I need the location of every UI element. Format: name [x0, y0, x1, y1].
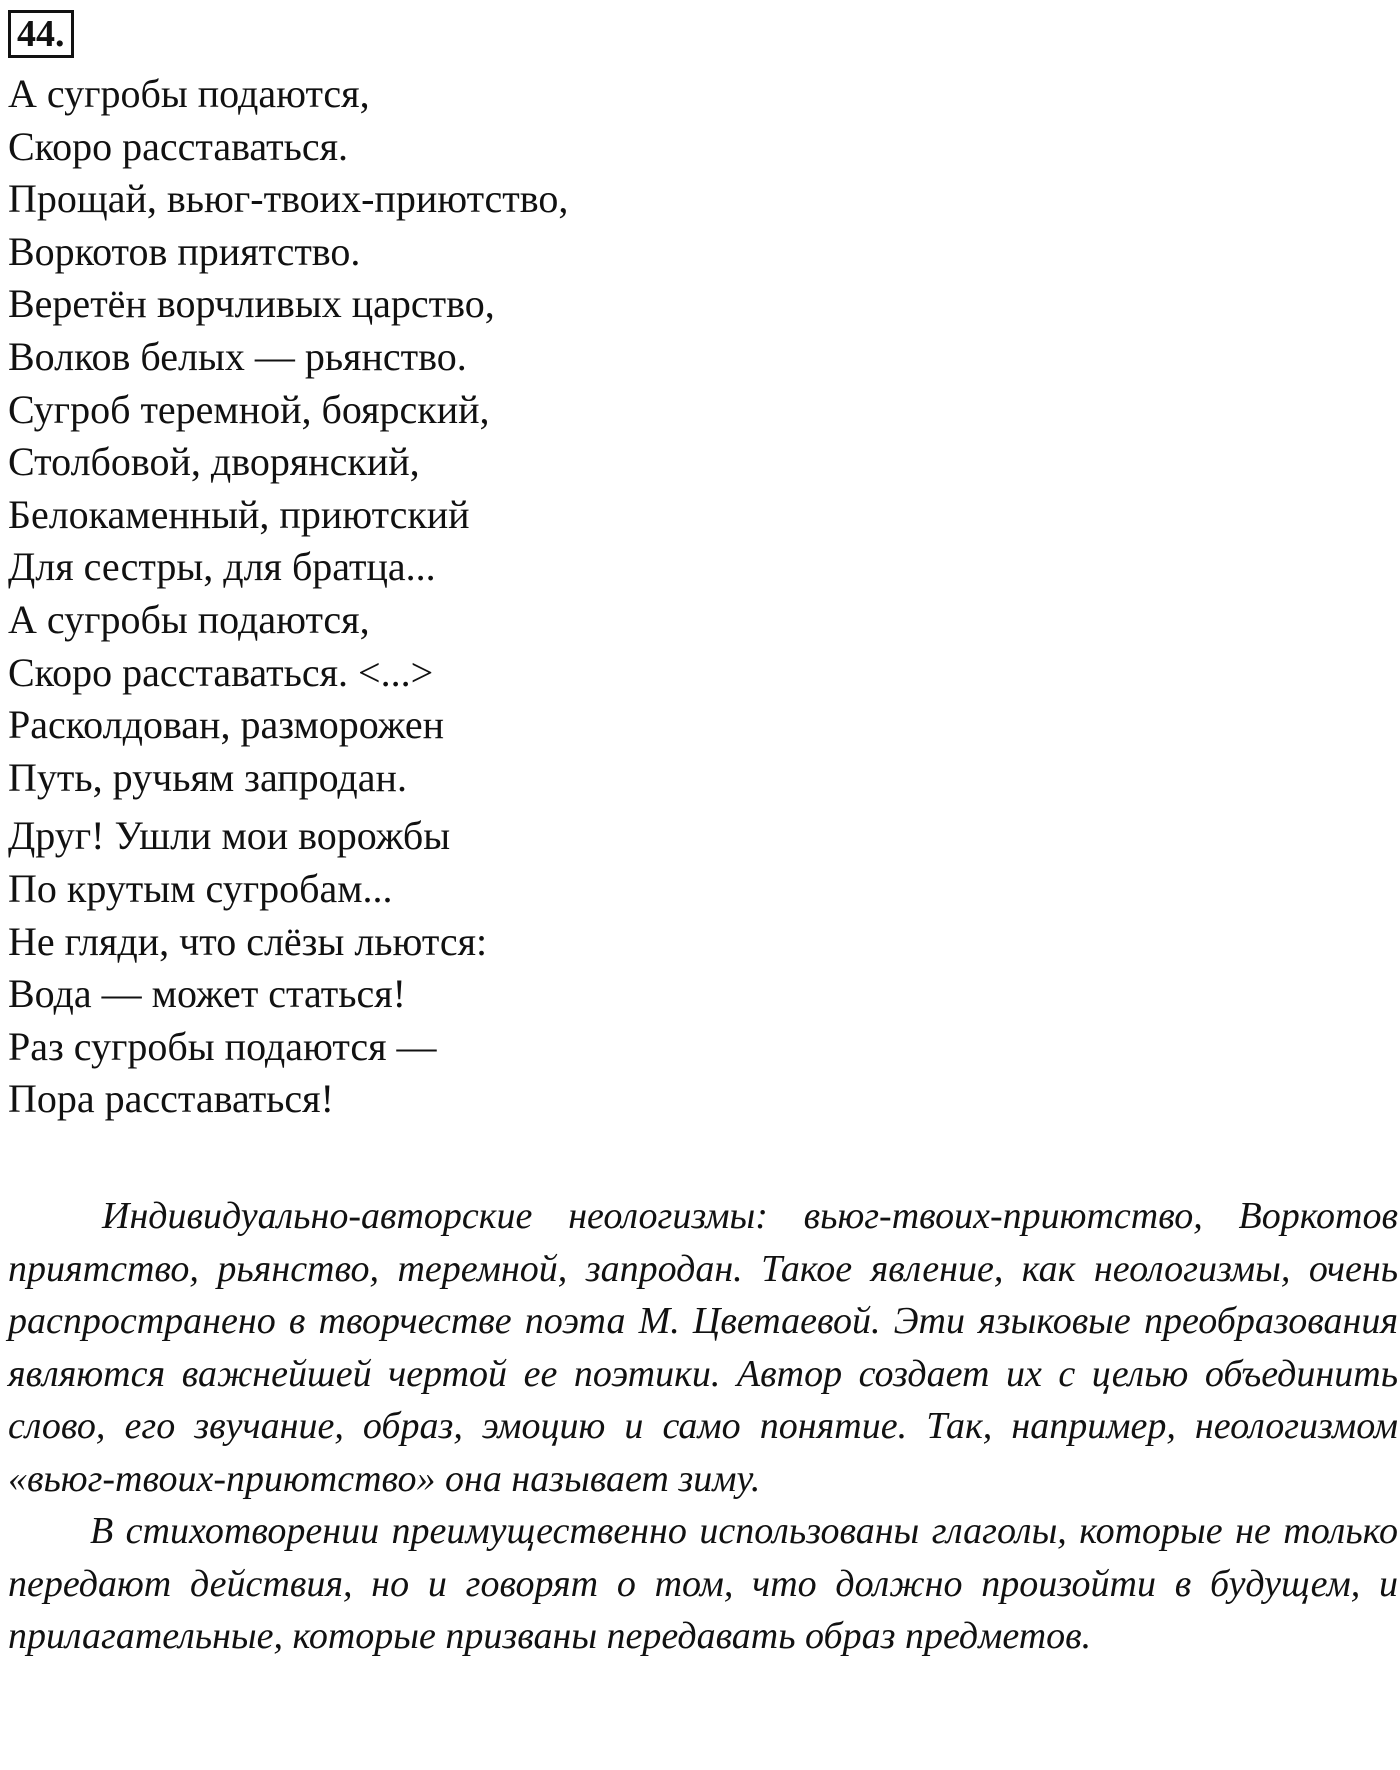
poem-line: Друг! Ушли мои ворожбы [8, 813, 451, 859]
poem-line: А сугробы подаются, [8, 596, 370, 642]
poem-line: Раз сугробы подаются — [8, 1023, 437, 1069]
poem-line: Веретён ворчливых царство, [8, 281, 495, 327]
poem-line: Пора расставаться! [8, 1076, 334, 1122]
poem-line: Столбовой, дворянский, [8, 439, 420, 485]
poem-line: Скоро расставаться. <...> [8, 649, 434, 695]
poem-line: Для сестры, для братца... [8, 544, 436, 590]
poem-line: Волков белых — рьянство. [8, 333, 467, 379]
poem-line: Вода — может статься! [8, 971, 406, 1017]
poem-line: Скоро расставаться. [8, 123, 349, 169]
poem-line: Белокаменный, приютский [8, 491, 470, 537]
poem-line: Воркотов приятство. [8, 228, 361, 274]
poem-line: А сугробы подаются, [8, 71, 370, 116]
poem-line: По крутым сугробам... [8, 865, 393, 911]
poem-line: Расколдован, разморожен [8, 702, 445, 748]
poem-line: Сугроб теремной, боярский, [8, 386, 490, 432]
poem-stanza-1 [8, 68, 1388, 804]
commentary-paragraph-1: Индивидуально-авторские неологизмы: вьюг-твоих-приютство, Воркотов приятство, рьянство, теремной, запродан. Такое явление, как неологизмы, очень распространено в творчестве поэта М. Цветаевой. Эти языковые преобразования являются важнейшей чертой ее поэтики. Автор создает их с целью объединить слово, его звучание, образ, эмоцию и само понятие. Так, например, неологизмом «вьюг-твоих-приютство» она называет зиму. [8, 1195, 1398, 1500]
task-number: 44. [8, 10, 74, 58]
commentary [8, 1190, 1398, 1663]
commentary-paragraph-2: В стихотворении преимущественно использованы глаголы, которые не только передают действия, но и говорят о том, что должно произойти в будущем, и прилагательные, которые призваны передавать образ предметов. [8, 1510, 1398, 1657]
poem-stanza-2 [8, 810, 1388, 1126]
poem-line: Путь, ручьям запродан. [8, 754, 407, 800]
poem-line: Прощай, вьюг-твоих-приютство, [8, 176, 569, 222]
poem-line: Не гляди, что слёзы льются: [8, 918, 488, 964]
poem [8, 68, 1388, 1126]
